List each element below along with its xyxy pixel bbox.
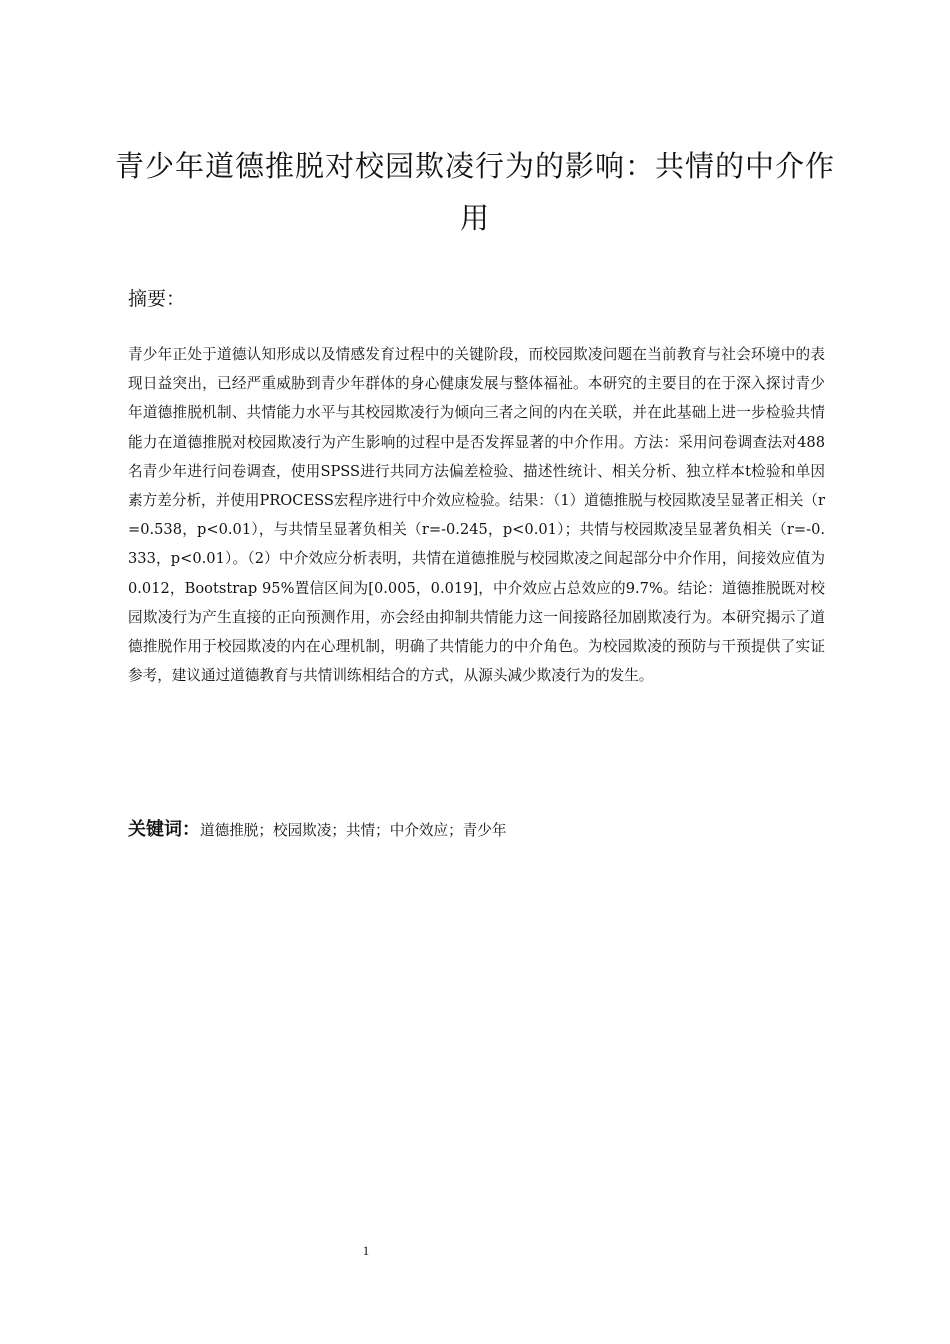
keywords-label: 关键词：	[128, 819, 200, 840]
keywords-list: 道德推脱；校园欺凌；共情；中介效应；青少年	[200, 822, 507, 839]
abstract-body: 青少年正处于道德认知形成以及情感发育过程中的关键阶段，而校园欺凌问题在当前教育与社会环境中的表现日益突出，已经严重威胁到青少年群体的身心健康发展与整体福祉。本研究的主要目的在于深入探讨青少年道德推脱机制、共情能力水平与其校园欺凌行为倾向三者之间的内在关联，并在此基础上进一步检验共情能力在道德推脱对校园欺凌行为产生影响的过程中是否发挥显著的中介作用。方法：采用问卷调查法对488名青少年进行问卷调查，使用SPSS进行共同方法偏差检验、描述性统计、相关分析、独立样本t检验和单因素方差分析，并使用PROCESS宏程序进行中介效应检验。结果：（1）道德推脱与校园欺凌呈显著正相关（r=0.538，p<0.01），与共情呈显著负相关（r=-0.245，p<0.01）；共情与校园欺凌呈显著负相关（r=-0.333，p<0.01）。（2）中介效应分析表明，共情在道德推脱与校园欺凌之间起部分中介作用，间接效应值为0.012，Bootstrap 95%置信区间为[0.005，0.019]，中介效应占总效应的9.7%。结论：道德推脱既对校园欺凌行为产生直接的正向预测作用，亦会经由抑制共情能力这一间接路径加剧欺凌行为。本研究揭示了道德推脱作用于校园欺凌的内在心理机制，明确了共情能力的中介角色。为校园欺凌的预防与干预提供了实证参考，建议通过道德教育与共情训练相结合的方式，从源头减少欺凌行为的发生。	[128, 346, 825, 685]
keywords-section	[128, 815, 506, 846]
paper-title: 青少年道德推脱对校园欺凌行为的影响：共情的中介作用	[114, 149, 835, 235]
abstract-heading: 摘要：	[128, 288, 186, 310]
page-number: 1	[362, 1243, 370, 1258]
